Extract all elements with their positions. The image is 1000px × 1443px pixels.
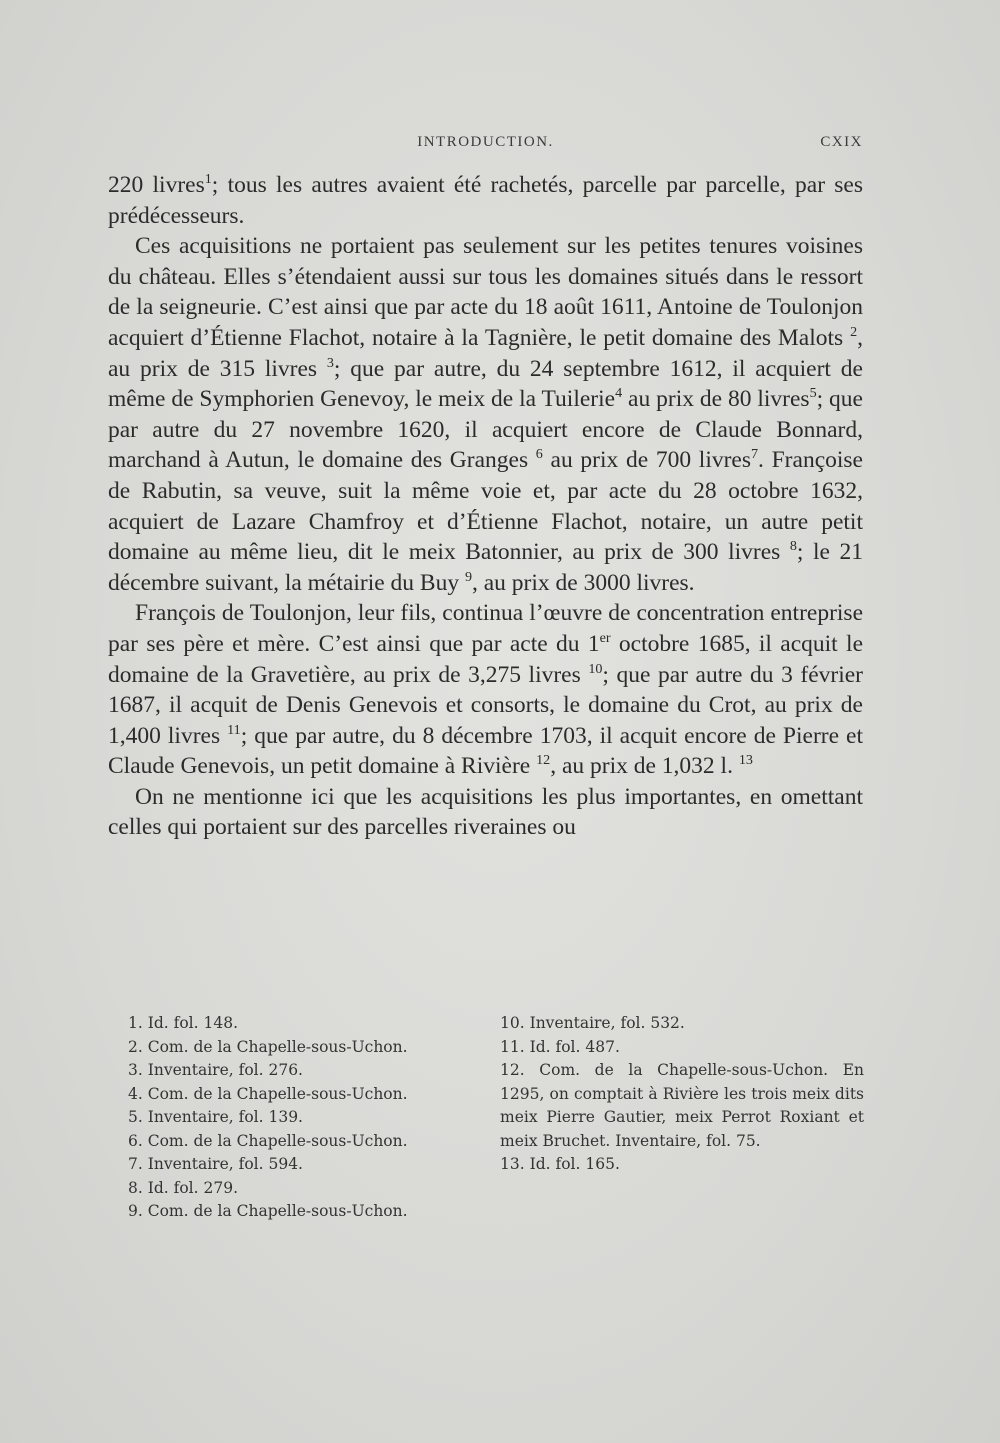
footnote-marker: 9: [464, 568, 472, 585]
body-text-run: , au prix de 315 livres: [108, 324, 863, 382]
body-text-run: ; que par autre, du 24 septembre 1612, il acquiert de même de Symphorien Genevoy, le meix de la Tuilerie: [108, 355, 863, 413]
footnote-marker: 1: [204, 171, 212, 188]
body-text: [108, 170, 863, 843]
footnote-marker: 10: [588, 660, 603, 677]
body-text-run: , au prix de 3000 livres.: [472, 569, 695, 596]
footnotes-left-column: [128, 1012, 488, 1224]
footnote: 5. Inventaire, fol. 139.: [128, 1108, 303, 1126]
footnote: 9. Com. de la Chapelle-sous-Uchon.: [128, 1202, 408, 1220]
footnote-marker: 12: [536, 752, 551, 769]
body-paragraph: [108, 598, 863, 782]
footnote: 8. Id. fol. 279.: [128, 1178, 239, 1197]
body-text-run: ; que par autre du 27 novembre 1620, il acquiert encore de Claude Bonnard, marchand à Autun, le domaine des Granges: [108, 386, 863, 474]
body-text-run: Ces acquisitions ne portaient pas seulement sur les petites tenures voisines du château. Elles s’étendaient aussi sur tous les domaines situés dans le ressort de la seigneurie. C’est ainsi que par acte du 18 août 1611, Antoine de Toulonjon acquiert d’Étienne Flachot, notaire à la Tagnière, le petit domaine des Malots: [108, 233, 863, 351]
body-text-run: On ne mentionne ici que les acquisitions les plus importantes, en omettant celles qui portaient sur des parcelles riveraines ou: [108, 783, 863, 841]
body-text-run: ; que par autre, du 8 décembre 1703, il acquit encore de Pierre et Claude Genevois, un petit domaine à Rivière: [108, 722, 863, 780]
footnotes-right-column: [500, 1012, 864, 1177]
footnote: 13. Id. fol. 165.: [500, 1155, 620, 1173]
body-text-run: François de Toulonjon, leur fils, continua l’œuvre de concentration entreprise par ses père et mère. C’est ainsi que par acte du 1: [108, 600, 863, 657]
footnote-marker: 8: [789, 538, 797, 555]
body-text-run: au prix de 80 livres: [622, 386, 810, 413]
footnote: 1. Id. fol. 148.: [128, 1014, 239, 1032]
footnote: 3. Inventaire, fol. 276.: [128, 1061, 303, 1079]
body-text-run: 220 livres: [108, 172, 205, 198]
footnote-marker: 3: [326, 354, 334, 371]
body-text-run: au prix de 700 livres: [542, 447, 751, 474]
body-paragraph: [108, 170, 863, 231]
footnote-marker: 13: [738, 752, 753, 769]
body-text-run: ; le 21 décembre suivant, la métairie du Buy: [108, 539, 863, 596]
body-text-run: . Françoise de Rabutin, sa veuve, suit la même voie et, par acte du 28 octobre 1632, acquiert de Lazare Chamfroy et d’Étienne Flachot, notaire, un autre petit domaine au même lieu, dit le meix Batonnier, au prix de 300 livres: [108, 447, 863, 566]
body-text-run: ; que par autre du 3 février 1687, il acquit de Denis Genevois et consorts, le domaine du Crot, au prix de 1,400 livres: [108, 661, 863, 749]
footnote: 10. Inventaire, fol. 532.: [500, 1014, 685, 1032]
running-head-title: INTRODUCTION.: [417, 134, 554, 150]
footnote: 7. Inventaire, fol. 594.: [128, 1155, 303, 1173]
page-number: CXIX: [820, 134, 863, 150]
footnote-marker: er: [599, 630, 611, 647]
footnote-marker: 7: [751, 446, 759, 463]
footnote: 12. Com. de la Chapelle-sous-Uchon. En 1295, on comptait à Rivière les trois meix dits meix Pierre Gautier, meix Perrot Roxiant et meix Bruchet. Inventaire, fol. 75.: [500, 1061, 864, 1150]
footnote: 11. Id. fol. 487.: [500, 1037, 620, 1056]
footnote-marker: 2: [850, 324, 858, 341]
body-paragraph: [108, 231, 863, 598]
footnote: 4. Com. de la Chapelle-sous-Uchon.: [128, 1084, 408, 1103]
body-text-run: octobre 1685, il acquit le domaine de la Gravetière, au prix de 3,275 livres: [108, 630, 863, 688]
footnote-marker: 5: [809, 385, 817, 402]
running-head: [108, 134, 863, 156]
body-text-run: ; tous les autres avaient été rachetés, parcelle par parcelle, par ses prédécesseurs.: [108, 172, 863, 229]
body-text-run: , au prix de 1,032 l.: [550, 753, 739, 780]
footnote-marker: 4: [615, 385, 623, 402]
body-paragraph: [108, 782, 863, 843]
footnote-marker: 6: [535, 446, 543, 463]
footnote: 6. Com. de la Chapelle-sous-Uchon.: [128, 1131, 408, 1150]
footnote-marker: 11: [227, 721, 241, 738]
footnote: 2. Com. de la Chapelle-sous-Uchon.: [128, 1037, 408, 1056]
